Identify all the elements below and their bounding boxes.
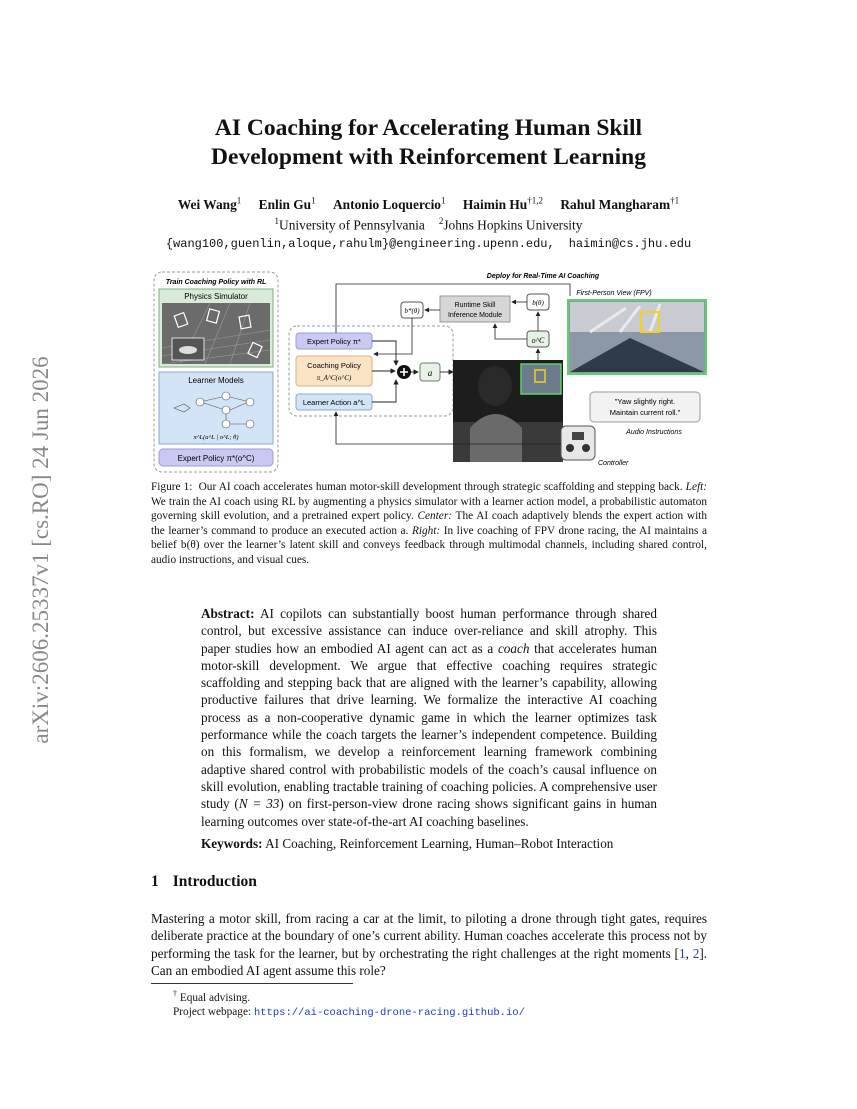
arrow xyxy=(372,380,396,402)
inference-line-2: Inference Module xyxy=(447,312,503,319)
controller-label: Controller xyxy=(598,460,629,467)
arrow xyxy=(495,324,527,339)
abstract-label: Abstract: xyxy=(201,606,255,621)
expert-policy-oc-label: Expert Policy π*(o^C) xyxy=(177,454,255,463)
coaching-formula: π_A^C(o^C) xyxy=(316,374,352,382)
controller-image xyxy=(561,426,595,460)
author-emails xyxy=(100,237,757,251)
keywords-text: AI Coaching, Reinforcement Learning, Human–Robot Interaction xyxy=(265,836,614,851)
abstract-emphasis: coach xyxy=(497,640,530,656)
arxiv-stamp-svg xyxy=(14,300,62,800)
arxiv-stamp-text: arXiv:2606.25337v1 [cs.RO] 24 Jun 2026 xyxy=(28,356,53,744)
keywords-label: Keywords: xyxy=(201,836,263,851)
footnote-equal: † Equal advising. xyxy=(173,989,251,1004)
expert-policy-label: Expert Policy π* xyxy=(307,337,361,346)
project-webpage-link[interactable]: https://ai-coaching-drone-racing.github.io/ xyxy=(253,1007,525,1020)
figure-1 xyxy=(150,268,710,473)
learner-head xyxy=(478,366,512,406)
footnotes xyxy=(173,987,525,1021)
footnote-webpage: Project webpage: https://ai-coaching-drone-racing.github.io/ xyxy=(173,1006,525,1020)
oc-label: o^C xyxy=(531,336,545,345)
section-heading xyxy=(151,873,257,891)
email-group: {wang100,guenlin,aloque,rahulm}@engineering.upenn.edu, xyxy=(165,237,555,251)
keywords xyxy=(201,836,657,852)
author: Antonio Loquercio$^1$ xyxy=(333,196,446,213)
caption-right-label: Right: xyxy=(411,524,441,537)
learner-formula: π^L(a^L | o^L; θ) xyxy=(193,434,239,441)
author: Enlin Gu$^1$ xyxy=(258,196,316,213)
physics-sim-label: Physics Simulator xyxy=(184,292,248,301)
author: Haimin Hu$^{\dagger 1,2}$ xyxy=(462,196,543,213)
abstract: Abstract: AI copilots can substantially boost human performance through shared control, but excessive assistance can induce over-reliance and skill atrophy. This paper studies how an embodied AI agent can act as a coach that accelerates human motor-skill development. We argue that effective coaching requires strategic scaffolding and stepping back that are aligned with the learner’s capability, allowing productive failures that drive learning. We formalize the interactive AI coaching process as a non-cooperative dynamic game in which the learner optimizes task performance while the coach targets the learner’s independent competence. Building on this formalism, we develop a reinforcement learning framework combining adaptive shared control with probabilistic models of the coach’s causal influence on skill evolution, enabling tractable training of coaching policies. A comprehensive user study (N = 33) on first-person-view drone racing shows significant gains in human learning outcomes over state-of-the-art AI coaching baselines. xyxy=(201,606,658,829)
affiliations: $^1$University of Pennsylvania $^2$Johns Hopkins University xyxy=(274,216,583,233)
citation-link[interactable]: 2 xyxy=(692,945,700,961)
paper-title xyxy=(120,114,737,172)
figure-1-diagram xyxy=(150,268,710,473)
b-star-label: b*(θ) xyxy=(404,307,420,315)
footnote-rule xyxy=(151,983,353,984)
controller-stick-right xyxy=(582,444,590,452)
learner-models-label: Learner Models xyxy=(188,376,244,385)
deploy-title: Deploy for Real-Time AI Coaching xyxy=(486,273,600,280)
arrow xyxy=(374,318,412,354)
inference-line-1: Runtime Skill xyxy=(454,302,496,309)
citation-link[interactable]: 1 xyxy=(678,945,686,961)
controller-screen xyxy=(572,432,584,440)
author-list xyxy=(100,196,757,213)
author: Rahul Mangharam$^{\dagger 1}$ xyxy=(560,196,680,213)
audio-label: Audio Instructions xyxy=(626,429,682,436)
caption-left-label: Left: xyxy=(685,481,708,493)
speech-line-1: "Yaw slightly right. xyxy=(614,397,676,406)
affiliation-1: University of Pennsylvania xyxy=(279,217,425,233)
email-single: haimin@cs.jhu.edu xyxy=(568,237,692,251)
speech-line-2: Maintain current roll." xyxy=(609,408,681,417)
controller-stick-left xyxy=(566,444,574,452)
section-number: 1 xyxy=(151,873,159,890)
learner-action-label: Learner Action a^L xyxy=(302,398,366,407)
fpv-label: First-Person View (FPV) xyxy=(576,290,652,297)
title-line-2: Development with Reinforcement Learning xyxy=(211,144,646,170)
coaching-policy-label: Coaching Policy xyxy=(307,361,361,370)
caption-center-label: Center: xyxy=(417,510,452,523)
author: Wei Wang$^1$ xyxy=(177,196,242,213)
abstract-n-equation: N = 33 xyxy=(238,796,280,812)
train-panel-title: Train Coaching Policy with RL xyxy=(165,279,267,286)
arxiv-stamp xyxy=(14,300,62,800)
action-label: a xyxy=(427,368,433,378)
caption-label: Figure 1: xyxy=(151,481,193,493)
intro-paragraph: Mastering a motor skill, from racing a car at the limit, to piloting a drone through tight gates, requires deliberate practice at the boundary of one’s current ability. Human coaches accelerate this process not by performing the task for the learner, but by orchestrating the right challenges at the right moments [1, 2]. Can an embodied AI agent assume this role? xyxy=(151,911,708,978)
title-line-1: AI Coaching for Accelerating Human Skill xyxy=(214,115,643,141)
fpv-ceiling xyxy=(570,302,704,332)
monitor-screen xyxy=(521,364,561,394)
sim-drone xyxy=(179,346,197,354)
affiliation-2: Johns Hopkins University xyxy=(443,217,583,233)
section-title: Introduction xyxy=(172,873,257,890)
arrow xyxy=(372,341,396,365)
figure-caption: Figure 1: Our AI coach accelerates human motor-skill development through strategic scaffolding and stepping back. Left: We train the AI coach using RL by augmenting a physics simulator with a learner action model, a probabilistic automaton governing skill evolution, and a pretrained expert policy. Center: The AI coach adaptively blends the expert action with the learner’s command to produce an executed action a. Right: In live coaching of FPV drone racing, the AI maintains a belief b(θ) over the learner’s latent skill and conveys feedback through multimodal channels, including shared control, audio instructions, and visual cues. xyxy=(151,481,708,566)
b-theta-label: b(θ) xyxy=(532,299,544,307)
learner-body xyxy=(470,414,522,462)
